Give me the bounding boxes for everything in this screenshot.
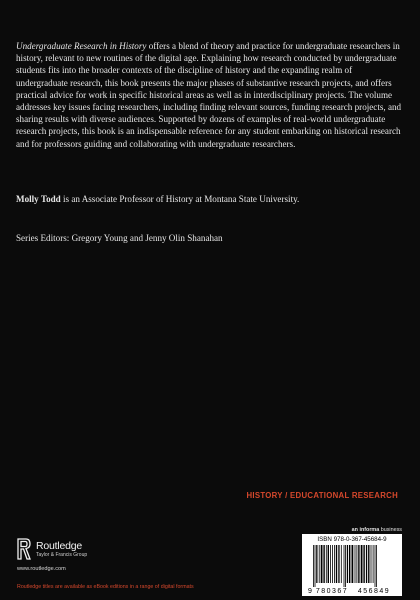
barcode-bar [323,545,324,583]
book-title-italic: Undergraduate Research in History [16,41,147,51]
barcode-bar [326,545,327,583]
barcode-bar [344,545,345,587]
book-description-text: offers a blend of theory and practice for undergraduate researchers in history, relevant to new routines of the digital age. Explaining how research conducted by undergraduate students fits into the broader contexts of the discipline of history and the expanding realm of undergraduate research, this book presents the major phases of substantive research projects, and offers practical advice for work in specific historical areas as well as in interdisciplinary projects. The volume addresses key issues facing researchers, including finding relevant sources, funding research projects, and sharing results with diverse audiences. Supported by dozens of examples of real-world undergraduate research projects, this book is an indispensable reference for any student embarking on historical research and for professors guiding and collaborating with undergraduate researchers. [16,41,402,149]
barcode-bar [321,545,323,583]
barcode-bar [366,545,367,583]
publisher-website: www.routledge.com [17,566,66,572]
barcode-bar [361,545,363,583]
barcode-bar [328,545,329,583]
book-description [16,40,403,150]
author-bio-text: is an Associate Professor of History at Montana State University. [60,194,300,204]
barcode-bar [336,545,337,583]
publisher-name: Routledge [36,540,83,552]
barcode-bar [373,545,374,583]
series-editors: Series Editors: Gregory Young and Jenny Olin Shanahan [16,233,223,243]
barcode-left-digits: 780367 [315,588,349,595]
barcode-bar [363,545,364,583]
informa-tagline-bold: an informa [351,527,380,533]
barcode-bar [368,545,369,583]
barcode-bar [341,545,342,583]
routledge-r-logo-icon [17,538,31,560]
barcode-bar [334,545,335,583]
barcode-bar [315,545,316,587]
isbn-barcode [302,534,402,596]
publisher-logo [17,538,157,568]
isbn-label: ISBN 978-0-367-45684-9 [317,536,387,543]
barcode-bar [316,545,317,583]
barcode-graphic [302,534,402,596]
barcode-bar [375,545,376,587]
informa-tagline [302,527,402,533]
barcode-bar [313,545,314,587]
barcode-bar [355,545,356,583]
barcode-bar [332,545,333,583]
informa-tagline-rest: business [379,527,402,533]
barcode-bar [371,545,372,583]
author-name: Molly Todd [16,194,61,204]
subject-category: HISTORY / EDUCATIONAL RESEARCH [246,491,398,500]
barcode-bar [347,545,348,583]
barcode-bar [330,545,331,583]
ebook-note: Routledge titles are available as eBook editions in a range of digital formats [17,584,194,590]
author-bio [16,193,403,205]
barcode-bar [358,545,359,583]
barcode-bar [357,545,358,583]
barcode-lead-digit: 9 [308,588,312,595]
barcode-bar [345,545,346,587]
barcode-bar [376,545,377,587]
barcode-right-digits: 456849 [357,588,391,595]
barcode-bar [349,545,350,583]
barcode-bar [338,545,339,583]
barcode-bar [352,545,354,583]
publisher-group: Taylor & Francis Group [36,552,88,558]
barcode-bar [319,545,320,583]
